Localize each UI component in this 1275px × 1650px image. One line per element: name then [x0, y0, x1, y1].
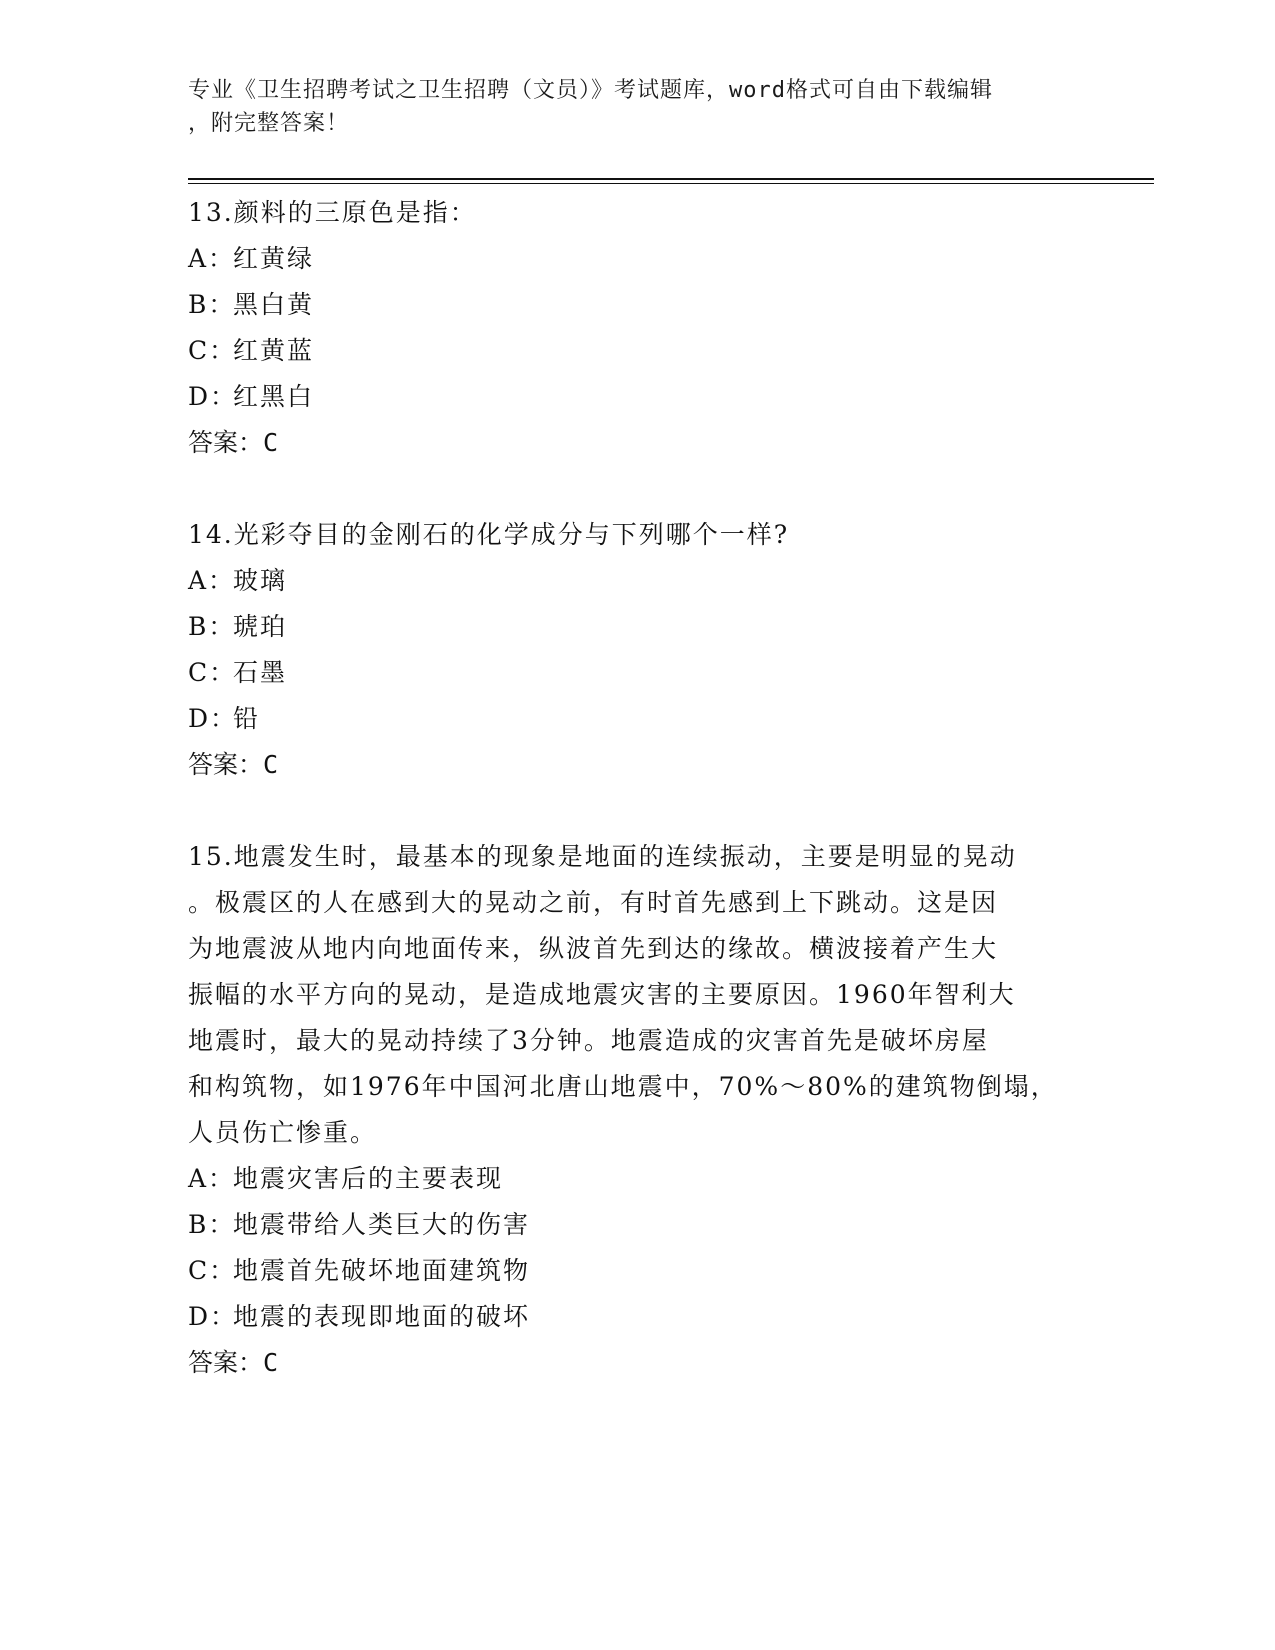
option-text: 琥珀 — [233, 612, 288, 641]
option-key: B： — [188, 612, 236, 641]
question-stem-line: 为地震波从地内向地面传来，纵波首先到达的缘故。横波接着产生大 — [188, 934, 999, 963]
option-key: D： — [188, 382, 238, 411]
header-line-1: 专业《卫生招聘考试之卫生招聘（文员）》考试题库，word格式可自由下载编辑 — [188, 78, 993, 103]
option-key: C： — [188, 1256, 237, 1285]
option-b — [188, 604, 1078, 650]
question-14 — [188, 512, 1078, 788]
document-header — [188, 74, 1068, 140]
option-key: A： — [188, 1164, 236, 1193]
option-b — [188, 282, 1078, 328]
option-text: 石墨 — [233, 658, 288, 687]
question-stem-line: 。极震区的人在感到大的晃动之前，有时首先感到上下跳动。这是因 — [188, 888, 999, 917]
question-stem-line: 振幅的水平方向的晃动，是造成地震灾害的主要原因。1960年智利大 — [188, 980, 1016, 1009]
question-stem-line: 人员伤亡惨重。 — [188, 1118, 378, 1147]
answer: 答案：C — [188, 428, 279, 457]
option-a — [188, 1156, 1078, 1202]
option-text: 地震的表现即地面的破坏 — [233, 1302, 531, 1331]
option-key: A： — [188, 244, 236, 273]
option-b — [188, 1202, 1078, 1248]
answer: 答案：C — [188, 1348, 279, 1377]
answer: 答案：C — [188, 750, 279, 779]
option-key: B： — [188, 290, 236, 319]
option-d — [188, 1294, 1078, 1340]
option-text: 黑白黄 — [233, 290, 315, 319]
option-key: C： — [188, 658, 237, 687]
header-line-2: ，附完整答案！ — [188, 111, 350, 136]
option-text: 铅 — [233, 704, 261, 733]
question-13 — [188, 190, 1078, 466]
option-c — [188, 328, 1078, 374]
spacer — [188, 788, 1078, 834]
option-text: 地震带给人类巨大的伤害 — [233, 1210, 531, 1239]
question-stem: 13.颜料的三原色是指： — [188, 198, 477, 227]
header-divider — [188, 178, 1154, 180]
option-text: 玻璃 — [233, 566, 288, 595]
option-d — [188, 696, 1078, 742]
header-divider-thin — [188, 183, 1154, 184]
option-key: D： — [188, 704, 238, 733]
option-key: A： — [188, 566, 236, 595]
option-d — [188, 374, 1078, 420]
question-stem-line: 和构筑物，如1976年中国河北唐山地震中，70%～80%的建筑物倒塌， — [188, 1072, 1058, 1101]
option-key: D： — [188, 1302, 238, 1331]
option-c — [188, 650, 1078, 696]
option-text: 地震灾害后的主要表现 — [233, 1164, 504, 1193]
option-key: B： — [188, 1210, 236, 1239]
question-stem-line: 15.地震发生时，最基本的现象是地面的连续振动，主要是明显的晃动 — [188, 842, 1017, 871]
option-c — [188, 1248, 1078, 1294]
question-stem: 14.光彩夺目的金刚石的化学成分与下列哪个一样? — [188, 520, 790, 549]
question-list — [188, 190, 1078, 1386]
option-key: C： — [188, 336, 237, 365]
spacer — [188, 466, 1078, 512]
option-text: 红黑白 — [233, 382, 315, 411]
option-a — [188, 236, 1078, 282]
option-text: 地震首先破坏地面建筑物 — [233, 1256, 531, 1285]
question-stem-line: 地震时，最大的晃动持续了3分钟。地震造成的灾害首先是破坏房屋 — [188, 1026, 989, 1055]
option-a — [188, 558, 1078, 604]
option-text: 红黄蓝 — [233, 336, 315, 365]
option-text: 红黄绿 — [233, 244, 315, 273]
question-15 — [188, 834, 1078, 1386]
